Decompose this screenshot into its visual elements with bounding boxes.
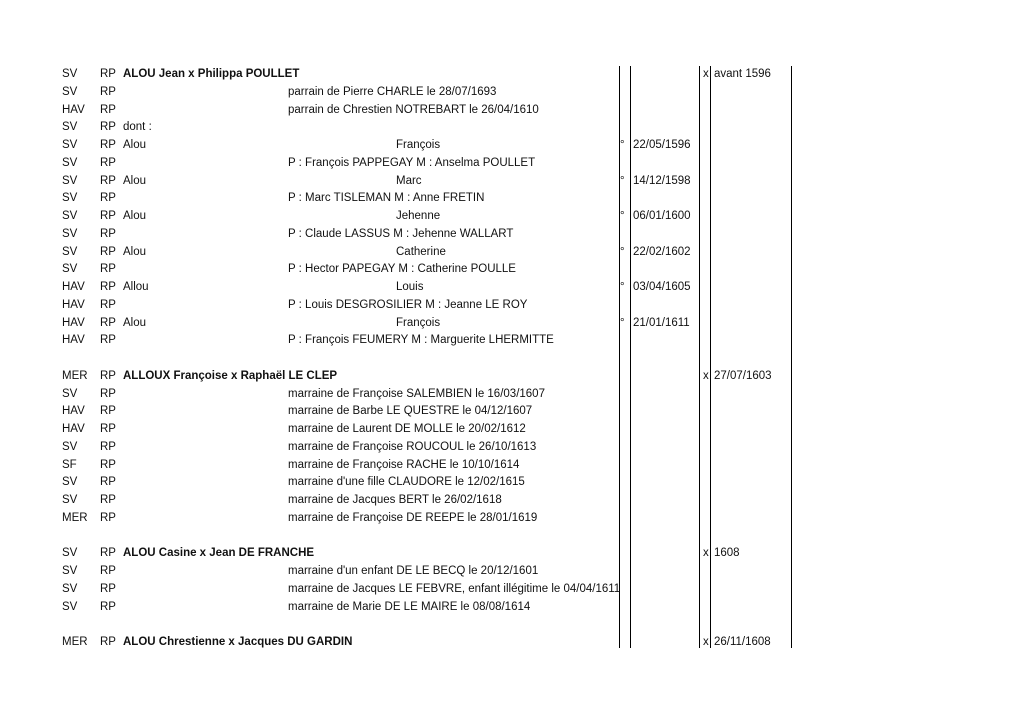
record-type: RP [100, 458, 116, 471]
record-type: RP [100, 174, 116, 187]
record-row [0, 297, 1024, 314]
record-type: RP [100, 156, 116, 169]
birth-date: 06/01/1600 [633, 210, 691, 222]
parish-code: SV [62, 600, 78, 613]
first-name: Marc [396, 174, 422, 187]
birth-date: 22/02/1602 [633, 245, 691, 258]
record-type: RP [100, 600, 116, 613]
birth-date: 21/01/1611 [633, 316, 690, 329]
marriage-symbol: x [703, 636, 709, 648]
record-description: P : Hector PAPEGAY M : Catherine POULLE [288, 263, 516, 276]
record-description: marraine de Françoise ROUCOUL le 26/10/1613 [288, 440, 537, 453]
record-type: RP [100, 68, 116, 80]
birth-symbol: ° [620, 281, 625, 293]
record-row [0, 510, 1024, 527]
blank-row [0, 616, 1024, 633]
parish-code: SV [62, 192, 78, 205]
marriage-symbol: x [703, 369, 709, 382]
record-row [0, 634, 1024, 651]
record-type: RP [100, 245, 116, 258]
record-type: RP [100, 582, 116, 595]
parish-code: HAV [62, 334, 85, 347]
parish-code: SV [62, 121, 78, 134]
record-description: marraine de Jacques BERT le 26/02/1618 [288, 494, 502, 506]
parish-code: HAV [62, 316, 85, 329]
first-name: François [396, 139, 441, 151]
parish-code: SV [62, 139, 78, 151]
record-row [0, 279, 1024, 296]
marriage-symbol: x [703, 547, 709, 560]
record-description: marraine de Françoise RACHE le 10/10/1614 [288, 458, 520, 471]
record-row [0, 261, 1024, 278]
person-name: Alou [123, 139, 147, 151]
first-name: Catherine [396, 245, 446, 258]
birth-symbol: ° [620, 316, 625, 329]
record-type: RP [100, 192, 116, 205]
parish-code: MER [62, 511, 88, 524]
birth-symbol: ° [620, 210, 625, 222]
record-row [0, 244, 1024, 261]
record-description: marraine de Jacques LE FEBVRE, enfant illégitime le 04/04/1611 [288, 582, 621, 595]
first-name: François [396, 316, 441, 329]
record-type: RP [100, 263, 116, 276]
record-description: marraine de Françoise DE REEPE le 28/01/1619 [288, 511, 538, 524]
birth-symbol: ° [620, 174, 625, 187]
record-description: P : François PAPPEGAY M : Anselma POULLET [288, 156, 536, 169]
record-row [0, 474, 1024, 491]
record-row [0, 102, 1024, 119]
record-row [0, 581, 1024, 598]
record-row [0, 403, 1024, 420]
record-row [0, 173, 1024, 190]
parish-code: SV [62, 227, 78, 240]
parish-code: HAV [62, 405, 85, 418]
blank-row [0, 350, 1024, 367]
record-row [0, 332, 1024, 349]
parish-code: MER [62, 636, 88, 648]
record-type: RP [100, 547, 116, 560]
parish-code: SV [62, 85, 78, 98]
birth-date: 03/04/1605 [633, 281, 691, 293]
record-type: RP [100, 387, 116, 400]
record-type: RP [100, 476, 116, 489]
person-name: ALOU Chrestienne x Jacques DU GARDIN [123, 636, 353, 648]
marriage-date: avant 1596 [714, 68, 771, 80]
parish-code: MER [62, 369, 88, 382]
person-name: ALLOUX Françoise x Raphaël LE CLEP [123, 369, 338, 382]
record-row [0, 137, 1024, 154]
parish-code: SV [62, 68, 78, 80]
record-row [0, 155, 1024, 172]
parish-code: SV [62, 582, 78, 595]
parish-code: HAV [62, 281, 85, 293]
record-row [0, 208, 1024, 225]
record-type: RP [100, 210, 116, 222]
record-type: RP [100, 511, 116, 524]
parish-code: SV [62, 263, 78, 276]
record-type: RP [100, 316, 116, 329]
record-row [0, 226, 1024, 243]
record-row [0, 66, 1024, 83]
record-description: P : Louis DESGROSILIER M : Jeanne LE ROY [288, 298, 528, 311]
marriage-date: 26/11/1608 [714, 636, 771, 648]
record-row [0, 563, 1024, 580]
parish-code: SV [62, 476, 78, 489]
record-description: parrain de Chrestien NOTREBART le 26/04/1610 [288, 103, 539, 116]
birth-date: 14/12/1598 [633, 174, 691, 187]
record-row [0, 492, 1024, 509]
record-type: RP [100, 369, 116, 382]
person-name: Alou [123, 316, 147, 329]
parish-code: SV [62, 565, 78, 577]
parish-code: SV [62, 174, 78, 187]
record-description: marraine de Laurent DE MOLLE le 20/02/1612 [288, 423, 526, 435]
parish-code: SV [62, 387, 78, 400]
marriage-symbol: x [703, 68, 709, 80]
marriage-date: 27/07/1603 [714, 369, 772, 382]
record-type: RP [100, 565, 116, 577]
record-description: marraine d'un enfant DE LE BECQ le 20/12/1601 [288, 565, 539, 577]
record-type: RP [100, 227, 116, 240]
record-row [0, 190, 1024, 207]
record-description: parrain de Pierre CHARLE le 28/07/1693 [288, 85, 497, 98]
record-type: RP [100, 85, 116, 98]
blank-row [0, 528, 1024, 545]
record-row [0, 368, 1024, 385]
record-type: RP [100, 139, 116, 151]
person-name: Alou [123, 245, 147, 258]
record-description: P : Claude LASSUS M : Jehenne WALLART [288, 227, 514, 240]
record-description: marraine de Barbe LE QUESTRE le 04/12/1607 [288, 405, 533, 418]
record-row [0, 386, 1024, 403]
record-type: RP [100, 440, 116, 453]
record-row [0, 84, 1024, 101]
record-row [0, 457, 1024, 474]
person-name: Allou [123, 281, 149, 293]
record-row [0, 599, 1024, 616]
record-type: RP [100, 494, 116, 506]
parish-code: SV [62, 245, 78, 258]
parish-code: HAV [62, 103, 85, 116]
first-name: Jehenne [396, 210, 441, 222]
parish-code: SV [62, 494, 78, 506]
parish-code: SV [62, 440, 78, 453]
record-row [0, 439, 1024, 456]
parish-code: SV [62, 210, 78, 222]
person-name: Alou [123, 210, 147, 222]
record-type: RP [100, 298, 116, 311]
record-type: RP [100, 334, 116, 347]
person-name: ALOU Jean x Philippa POULLET [123, 68, 300, 80]
birth-symbol: ° [620, 139, 625, 151]
record-type: RP [100, 423, 116, 435]
person-name: dont : [123, 121, 152, 134]
first-name: Louis [396, 281, 424, 293]
record-row [0, 545, 1024, 562]
record-description: marraine de Marie DE LE MAIRE le 08/08/1614 [288, 600, 531, 613]
record-description: marraine de Françoise SALEMBIEN le 16/03/1607 [288, 387, 545, 400]
record-type: RP [100, 103, 116, 116]
birth-date: 22/05/1596 [633, 139, 691, 151]
birth-symbol: ° [620, 245, 625, 258]
record-row [0, 119, 1024, 136]
record-type: RP [100, 121, 116, 134]
record-row [0, 421, 1024, 438]
record-type: RP [100, 405, 116, 418]
record-row [0, 315, 1024, 332]
record-description: P : François FEUMERY M : Marguerite LHERMITTE [288, 334, 554, 347]
parish-code: HAV [62, 298, 85, 311]
record-type: RP [100, 636, 116, 648]
record-description: P : Marc TISLEMAN M : Anne FRETIN [288, 192, 485, 205]
parish-code: SV [62, 156, 78, 169]
record-type: RP [100, 281, 116, 293]
parish-code: HAV [62, 423, 85, 435]
person-name: ALOU Casine x Jean DE FRANCHE [123, 547, 315, 560]
record-description: marraine d'une fille CLAUDORE le 12/02/1615 [288, 476, 525, 489]
parish-code: SF [62, 458, 77, 471]
marriage-date: 1608 [714, 547, 740, 560]
person-name: Alou [123, 174, 147, 187]
parish-code: SV [62, 547, 78, 560]
